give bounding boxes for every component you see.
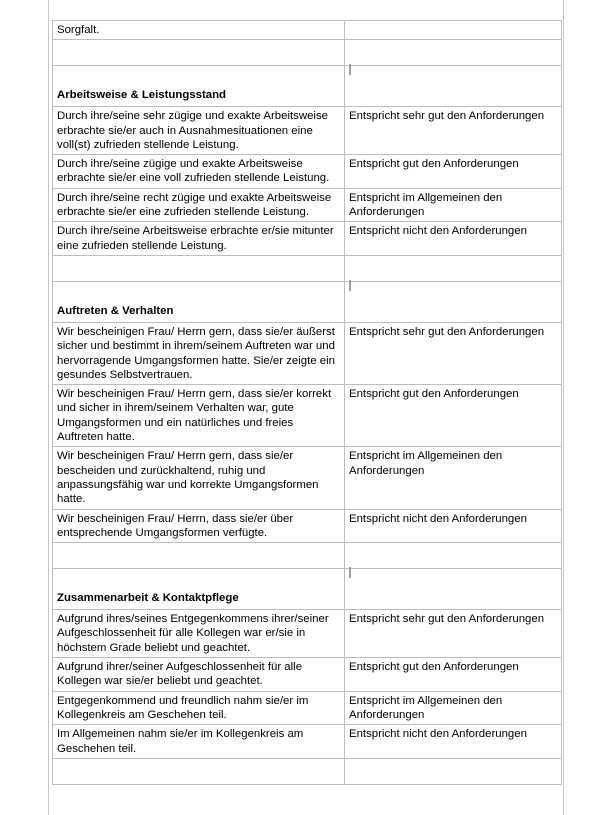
spacer-row (53, 255, 562, 281)
table-row (53, 509, 562, 543)
table-cell-rating[interactable]: Entspricht im Allgemeinen den Anforderungen (345, 447, 562, 509)
table-cell-text[interactable]: Aufgrund ihres/seines Entgegenkommens ihrer/seiner Aufgeschlossenheit für alle Kollegen war er/sie in höchstem Grade beliebt und geachtet. (53, 610, 345, 658)
table-cell-rating[interactable]: Entspricht sehr gut den Anforderungen (345, 610, 562, 658)
spacer-row (53, 40, 562, 66)
table-cell-text[interactable]: Durch ihre/seine recht zügige und exakte Arbeitsweise erbrachte sie/er eine zufrieden stellende Leistung. (53, 188, 345, 222)
table-row (53, 155, 562, 189)
section-title[interactable]: Arbeitsweise & Leistungsstand (53, 66, 345, 107)
table-cell-empty[interactable] (345, 543, 562, 569)
text-cursor-icon (349, 567, 351, 578)
table-cell-text[interactable]: Sorgfalt. (53, 21, 345, 40)
page-margin-line-right (563, 0, 564, 815)
table-cell-empty[interactable] (345, 569, 562, 610)
table-cell-rating[interactable]: Entspricht sehr gut den Anforderungen (345, 107, 562, 155)
table-cell-empty[interactable] (345, 758, 562, 784)
table-cell-empty[interactable] (345, 255, 562, 281)
table-row (53, 21, 562, 40)
section-title[interactable]: Zusammenarbeit & Kontaktpflege (53, 569, 345, 610)
table-cell-text[interactable]: Aufgrund ihrer/seiner Aufgeschlossenheit für alle Kollegen war sie/er beliebt und geachtet. (53, 658, 345, 692)
table-cell-empty[interactable] (345, 66, 562, 107)
table-cell-rating[interactable]: Entspricht nicht den Anforderungen (345, 725, 562, 759)
table-cell-empty[interactable] (53, 758, 345, 784)
table-cell-text[interactable]: Entgegenkommend und freundlich nahm sie/er im Kollegenkreis am Geschehen teil. (53, 691, 345, 725)
table-cell-rating[interactable]: Entspricht gut den Anforderungen (345, 385, 562, 447)
table-cell-text[interactable]: Wir bescheinigen Frau/ Herrn gern, dass sie/er korrekt und sicher in ihrem/seinem Verhalten war, gute Umgangsformen und ein natürliches und freies Auftreten hatte. (53, 385, 345, 447)
table-row (53, 610, 562, 658)
table-cell-rating[interactable]: Entspricht im Allgemeinen den Anforderungen (345, 188, 562, 222)
page-margin-line-left (48, 0, 49, 815)
table-cell-rating[interactable] (345, 21, 562, 40)
text-cursor-icon (349, 64, 351, 75)
table-cell-text[interactable]: Im Allgemeinen nahm sie/er im Kollegenkreis am Geschehen teil. (53, 725, 345, 759)
section-header-row (53, 281, 562, 322)
section-header-row (53, 66, 562, 107)
table-cell-text[interactable]: Wir bescheinigen Frau/ Herrn, dass sie/er über entsprechende Umgangsformen verfügte. (53, 509, 345, 543)
table-cell-empty[interactable] (53, 40, 345, 66)
table-cell-rating[interactable]: Entspricht nicht den Anforderungen (345, 222, 562, 256)
table-cell-empty[interactable] (345, 281, 562, 322)
table-row (53, 691, 562, 725)
table-cell-text[interactable]: Durch ihre/seine zügige und exakte Arbeitsweise erbrachte sie/er eine voll zufrieden stellende Leistung. (53, 155, 345, 189)
table-row (53, 658, 562, 692)
table-row (53, 188, 562, 222)
table-cell-rating[interactable]: Entspricht sehr gut den Anforderungen (345, 322, 562, 384)
table-cell-text[interactable]: Wir bescheinigen Frau/ Herrn gern, dass sie/er bescheiden und zurückhaltend, ruhig und anpassungsfähig war und korrekte Umgangsformen hatte. (53, 447, 345, 509)
table-row (53, 385, 562, 447)
table-cell-text[interactable]: Wir bescheinigen Frau/ Herrn gern, dass sie/er äußerst sicher und bestimmt in ihrem/seinem Auftreten war und hervorragende Umgangsformen hatte. Sie/er zeigte ein gesundes Selbstvertrauen. (53, 322, 345, 384)
table-cell-empty[interactable] (345, 40, 562, 66)
table-cell-empty[interactable] (53, 543, 345, 569)
table-row (53, 725, 562, 759)
table-row (53, 222, 562, 256)
section-title[interactable]: Auftreten & Verhalten (53, 281, 345, 322)
assessment-table (52, 20, 562, 785)
section-header-row (53, 569, 562, 610)
table-row (53, 107, 562, 155)
table-cell-rating[interactable]: Entspricht im Allgemeinen den Anforderungen (345, 691, 562, 725)
table-cell-rating[interactable]: Entspricht nicht den Anforderungen (345, 509, 562, 543)
text-cursor-icon (349, 280, 351, 291)
spacer-row (53, 758, 562, 784)
table-cell-text[interactable]: Durch ihre/seine sehr zügige und exakte Arbeitsweise erbrachte sie/er auch in Ausnahmesituationen eine voll(st) zufrieden stellende Leistung. (53, 107, 345, 155)
table-cell-rating[interactable]: Entspricht gut den Anforderungen (345, 155, 562, 189)
table-row (53, 322, 562, 384)
table-cell-rating[interactable]: Entspricht gut den Anforderungen (345, 658, 562, 692)
table-cell-empty[interactable] (53, 255, 345, 281)
spacer-row (53, 543, 562, 569)
table-row (53, 447, 562, 509)
table-cell-text[interactable]: Durch ihre/seine Arbeitsweise erbrachte er/sie mitunter eine zufrieden stellende Leistung. (53, 222, 345, 256)
